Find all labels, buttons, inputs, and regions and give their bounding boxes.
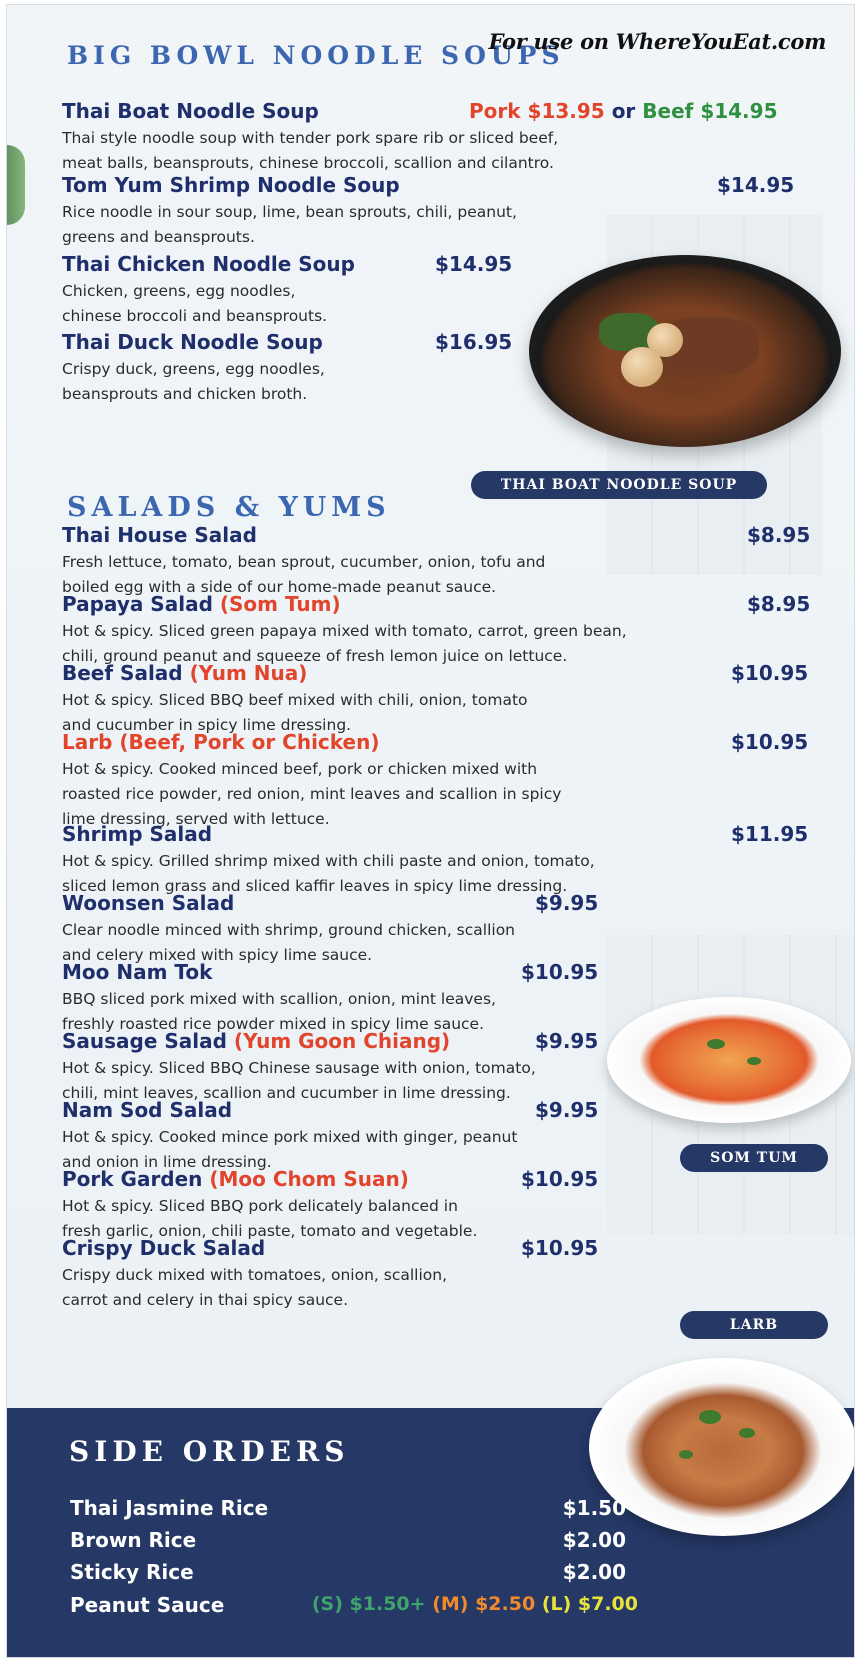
desc-line: Hot & spicy. Sliced BBQ beef mixed with chili, onion, tomato bbox=[62, 691, 528, 709]
side-item-name: Thai Jasmine Rice bbox=[70, 1496, 269, 1520]
item-name bbox=[62, 960, 212, 984]
item-name bbox=[62, 523, 257, 547]
desc-line: Hot & spicy. Cooked mince pork mixed with ginger, peanut bbox=[62, 1128, 518, 1146]
herb-garnish bbox=[739, 1428, 755, 1438]
salad-section-title: SALADS & YUMS bbox=[67, 492, 391, 523]
step-decoration bbox=[647, 1550, 855, 1658]
desc-line: carrot and celery in thai spicy sauce. bbox=[62, 1291, 349, 1309]
item-name: Thai Boat Noodle Soup bbox=[62, 99, 319, 123]
item-price: $9.95 bbox=[535, 1029, 599, 1053]
item-tag: (Moo Chom Suan) bbox=[209, 1167, 409, 1191]
beef-price: $14.95 bbox=[700, 99, 778, 123]
desc-line: fresh garlic, onion, chili paste, tomato and vegetable. bbox=[62, 1222, 478, 1240]
side-item-name: Brown Rice bbox=[70, 1528, 197, 1552]
item-price: $9.95 bbox=[535, 1098, 599, 1122]
side-item-price: $2.00 bbox=[562, 1560, 626, 1584]
item-description bbox=[62, 757, 702, 832]
item-price: $10.95 bbox=[731, 661, 809, 685]
desc-line: greens and beansprouts. bbox=[62, 228, 255, 246]
photo-label-boat-noodle: THAI BOAT NOODLE SOUP bbox=[471, 471, 767, 499]
item-price: $11.95 bbox=[731, 822, 809, 846]
item-name bbox=[62, 592, 341, 616]
desc-line: and onion in lime dressing. bbox=[62, 1153, 272, 1171]
item-price: $10.95 bbox=[521, 1167, 599, 1191]
watermark: For use on WhereYouEat.com bbox=[488, 29, 826, 54]
item-tag: (Yum Nua) bbox=[189, 661, 308, 685]
item-price: $9.95 bbox=[535, 891, 599, 915]
item-name bbox=[62, 1029, 450, 1053]
item-price: $14.95 bbox=[435, 252, 513, 276]
herb-garnish bbox=[707, 1039, 725, 1049]
item-name-text: Nam Sod Salad bbox=[62, 1098, 233, 1122]
boat-noodle-photo bbox=[529, 255, 841, 447]
item-tag: (Beef, Pork or Chicken) bbox=[119, 730, 380, 754]
side-item-sticky-rice bbox=[70, 1560, 626, 1590]
pork-price: $13.95 bbox=[527, 99, 605, 123]
meatball bbox=[621, 347, 663, 387]
herb-garnish bbox=[699, 1410, 721, 1424]
or-label: or bbox=[611, 99, 636, 123]
item-price: $14.95 bbox=[717, 173, 795, 197]
desc-line: boiled egg with a side of our home-made peanut sauce. bbox=[62, 578, 497, 596]
larb-photo bbox=[589, 1358, 855, 1536]
desc-line: chili, mint leaves, scallion and cucumber in lime dressing. bbox=[62, 1084, 511, 1102]
desc-line: freshly roasted rice powder mixed in spicy lime sauce. bbox=[62, 1015, 484, 1033]
desc-line: and celery mixed with spicy lime sauce. bbox=[62, 946, 373, 964]
item-name: Thai Duck Noodle Soup bbox=[62, 330, 323, 354]
item-name-text: Woonsen Salad bbox=[62, 891, 235, 915]
herb-garnish bbox=[747, 1057, 761, 1065]
side-item-price: $1.50 bbox=[562, 1496, 626, 1520]
item-name: Tom Yum Shrimp Noodle Soup bbox=[62, 173, 400, 197]
side-item-brown-rice bbox=[70, 1528, 626, 1558]
side-item-jasmine-rice bbox=[70, 1496, 626, 1526]
item-tag: (Som Tum) bbox=[219, 592, 341, 616]
photo-label-larb: LARB bbox=[680, 1311, 828, 1339]
item-name-text: Papaya Salad bbox=[62, 592, 213, 616]
side-item-peanut-sauce bbox=[70, 1593, 638, 1623]
desc-line: Hot & spicy. Sliced green papaya mixed with tomato, carrot, green bean, bbox=[62, 622, 627, 640]
item-name bbox=[62, 1167, 409, 1191]
desc-line: chili, ground peanut and squeeze of fresh lemon juice on lettuce. bbox=[62, 647, 568, 665]
desc-line: beansprouts and chicken broth. bbox=[62, 385, 308, 403]
desc-line: Rice noodle in sour soup, lime, bean sprouts, chili, peanut, bbox=[62, 203, 517, 221]
item-name-text: Beef Salad bbox=[62, 661, 183, 685]
herb-garnish bbox=[679, 1450, 693, 1459]
desc-line: and cucumber in spicy lime dressing. bbox=[62, 716, 352, 734]
desc-line: Crispy duck, greens, egg noodles, bbox=[62, 360, 325, 378]
item-name bbox=[62, 1236, 265, 1260]
item-tag: (Yum Goon Chiang) bbox=[233, 1029, 451, 1053]
desc-line: Fresh lettuce, tomato, bean sprout, cucumber, onion, tofu and bbox=[62, 553, 546, 571]
desc-line: lime dressing, served with lettuce. bbox=[62, 810, 330, 828]
desc-line: Thai style noodle soup with tender pork spare rib or sliced beef, bbox=[62, 129, 559, 147]
item-name-text: Crispy Duck Salad bbox=[62, 1236, 266, 1260]
item-price: $10.95 bbox=[731, 730, 809, 754]
item-description bbox=[62, 1263, 702, 1313]
pork-label: Pork bbox=[469, 99, 521, 123]
item-description bbox=[62, 200, 702, 250]
side-orders-title: SIDE ORDERS bbox=[69, 1435, 350, 1468]
desc-line: chinese broccoli and beansprouts. bbox=[62, 307, 328, 325]
desc-line: Hot & spicy. Sliced BBQ pork delicately balanced in bbox=[62, 1197, 458, 1215]
noodle-section-title: BIG BOWL NOODLE SOUPS bbox=[67, 41, 565, 70]
menu-page bbox=[6, 4, 855, 1658]
item-name bbox=[62, 822, 212, 846]
desc-line: Hot & spicy. Cooked minced beef, pork or chicken mixed with bbox=[62, 760, 538, 778]
item-name bbox=[62, 661, 307, 685]
side-item-price: $2.00 bbox=[562, 1528, 626, 1552]
item-name-text: Sausage Salad bbox=[62, 1029, 227, 1053]
item-name bbox=[62, 891, 234, 915]
size-small-price: (S) $1.50+ bbox=[311, 1593, 426, 1615]
desc-line: Clear noodle minced with shrimp, ground chicken, scallion bbox=[62, 921, 515, 939]
desc-line: Chicken, greens, egg noodles, bbox=[62, 282, 296, 300]
item-price: $10.95 bbox=[521, 960, 599, 984]
item-name-text: Moo Nam Tok bbox=[62, 960, 213, 984]
item-price: $8.95 bbox=[747, 592, 811, 616]
item-name-text: Pork Garden bbox=[62, 1167, 203, 1191]
item-name bbox=[62, 730, 380, 754]
size-large-price: (L) $7.00 bbox=[541, 1593, 638, 1615]
peanut-sauce-prices bbox=[312, 1593, 638, 1615]
desc-line: meat balls, beansprouts, chinese broccoli, scallion and cilantro. bbox=[62, 154, 554, 172]
item-description bbox=[62, 126, 702, 176]
item-price bbox=[469, 99, 778, 123]
item-price: $8.95 bbox=[747, 523, 811, 547]
item-name-text: Thai House Salad bbox=[62, 523, 257, 547]
beef-label: Beef bbox=[642, 99, 694, 123]
desc-line: roasted rice powder, red onion, mint leaves and scallion in spicy bbox=[62, 785, 562, 803]
side-item-name: Peanut Sauce bbox=[70, 1593, 225, 1617]
desc-line: sliced lemon grass and sliced kaffir leaves in spicy lime dressing. bbox=[62, 877, 568, 895]
size-medium-price: (M) $2.50 bbox=[432, 1593, 536, 1615]
item-name: Thai Chicken Noodle Soup bbox=[62, 252, 355, 276]
item-price: $16.95 bbox=[435, 330, 513, 354]
leaf-decoration bbox=[7, 145, 25, 225]
desc-line: Hot & spicy. Grilled shrimp mixed with chili paste and onion, tomato, bbox=[62, 852, 595, 870]
item-name-text: Larb bbox=[62, 730, 113, 754]
desc-line: BBQ sliced pork mixed with scallion, onion, mint leaves, bbox=[62, 990, 496, 1008]
item-price: $10.95 bbox=[521, 1236, 599, 1260]
desc-line: Hot & spicy. Sliced BBQ Chinese sausage with onion, tomato, bbox=[62, 1059, 536, 1077]
photo-label-som-tum: SOM TUM bbox=[680, 1144, 828, 1172]
item-name-text: Shrimp Salad bbox=[62, 822, 213, 846]
desc-line: Crispy duck mixed with tomatoes, onion, scallion, bbox=[62, 1266, 448, 1284]
side-item-name: Sticky Rice bbox=[70, 1560, 194, 1584]
som-tum-photo bbox=[607, 997, 851, 1123]
item-name bbox=[62, 1098, 232, 1122]
